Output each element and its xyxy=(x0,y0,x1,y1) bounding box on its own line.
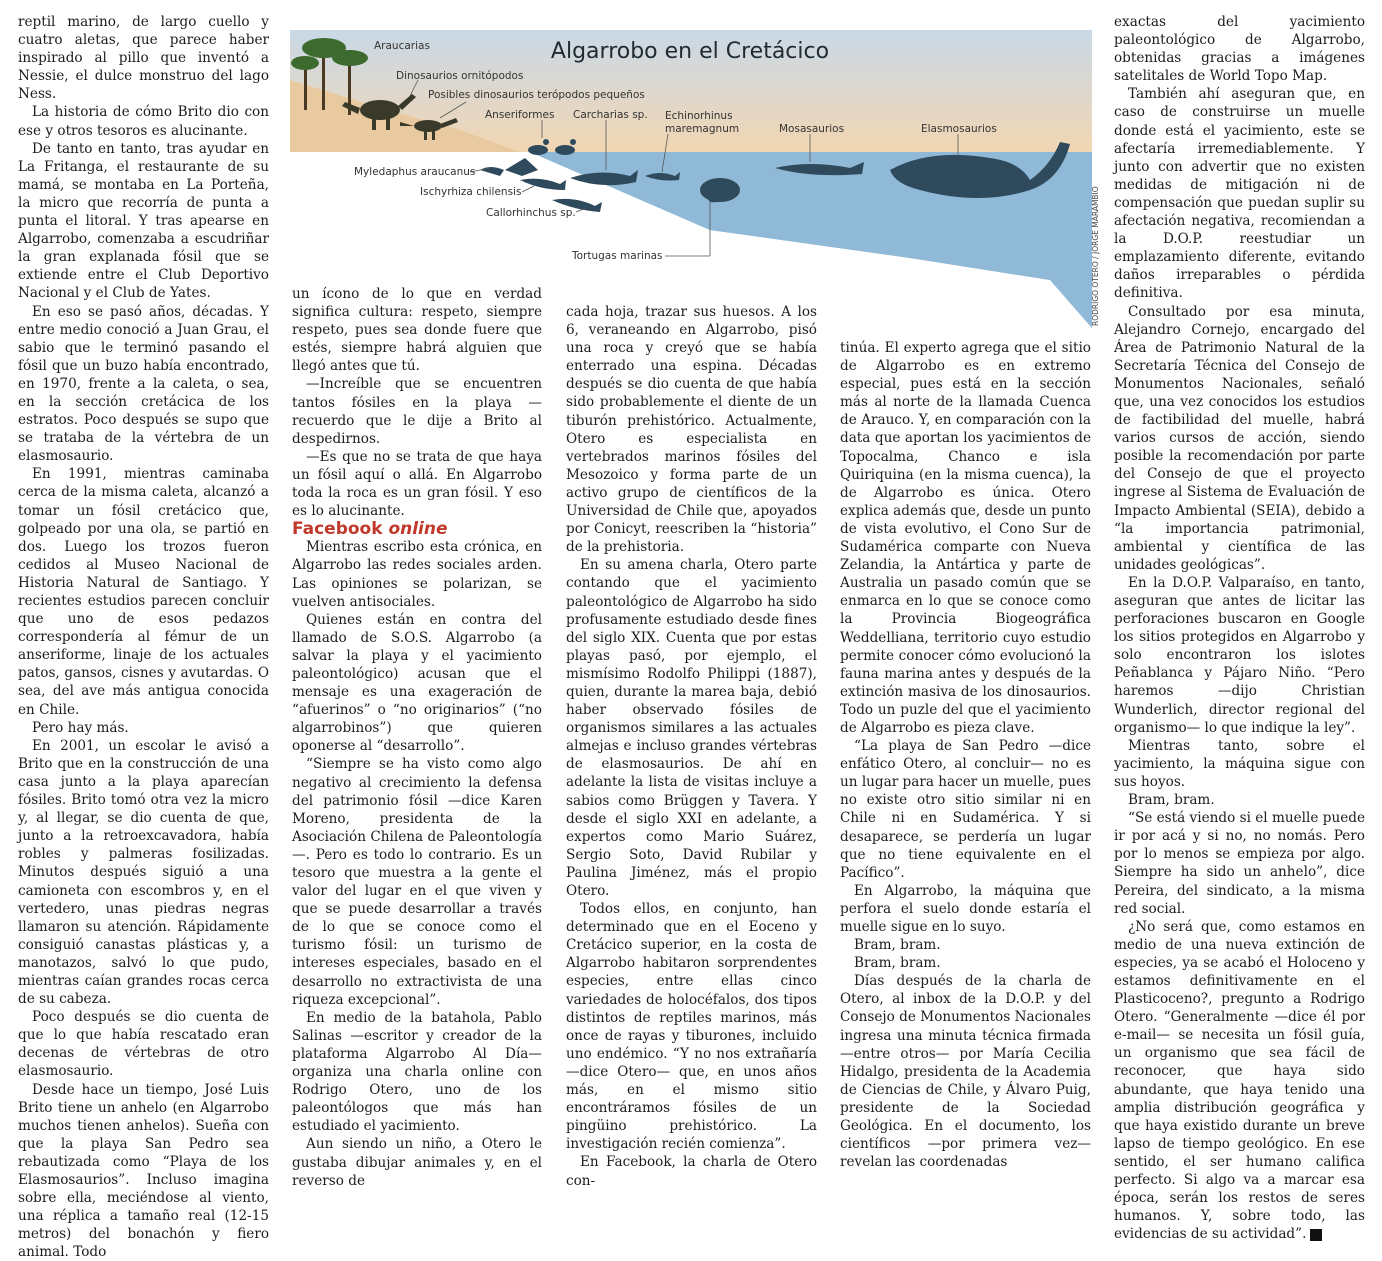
paragraph: Mientras escribo esta crónica, en Algarrobo las redes sociales arden. Las opiniones se polarizan, se vuelven antisociales. xyxy=(292,539,542,610)
paragraph: tinúa. El experto agrega que el sitio de Algarrobo es en extremo especial, pues está en la sección más al norte de la llamada Cuenca de Arauco. Y, en comparación con la data que aportan los yacimientos de Topocalma, Chanco e isla Quiriquina (en la misma cuenca), la de Algarrobo es única. Otero explica además que, desde un punto de vista evolutivo, el Cono Sur de Sudamérica comparte con Nueva Zelandia, la Antártica y parte de Australia un pasado común que se enmarca en lo que se conoce como la Provincia Biogeográfica Weddelliana, territorio cuyo estudio permite conocer cómo evolucionó la fauna marina antes y después de la extinción masiva de los dinosaurios. Todo un puzle del que el yacimiento de Algarrobo es pieza clave. xyxy=(840,340,1091,736)
paragraph: También ahí aseguran que, en caso de construirse un muelle donde está el yacimiento, este se afectaría irremediablemente. Y junto con advertir que no existen medidas de mitigación ni de compensación que puedan suplir su afectación negativa, recomiendan a la D.O.P. reestudiar un emplazamiento diferente, evitando daños irreparables o pérdida definitiva. xyxy=(1114,86,1365,302)
label-ornitopodos: Dinosaurios ornitópodos xyxy=(396,70,524,82)
paragraph: exactas del yacimiento paleontológico de Algarrobo, obtenidas gracias a imágenes satelitales de World Topo Map. xyxy=(1114,14,1365,85)
paragraph: De tanto en tanto, tras ayudar en La Fritanga, el restaurante de su mamá, se montaba en La Porteña, la micro que recorría de punta a punta el litoral. Y tras apearse en Algarrobo, comenzaba a escudriñar la gran explanada fósil que se extiende entre el Club Deportivo Nacional y el Club de Yates. xyxy=(18,140,269,302)
label-elasmosaurios: Elasmosaurios xyxy=(921,123,997,135)
label-tortugas: Tortugas marinas xyxy=(572,250,663,262)
label-mosasaurios: Mosasaurios xyxy=(779,123,845,135)
column-5 xyxy=(1114,13,1365,1243)
column-4 xyxy=(840,339,1091,1171)
paragraph: Mientras tanto, sobre el yacimiento, la máquina sigue con sus hoyos. xyxy=(1114,737,1365,790)
label-teropodos: Posibles dinosaurios terópodos pequeños xyxy=(428,89,645,101)
column-1 xyxy=(18,13,269,1261)
paragraph: Pero hay más. xyxy=(32,719,129,736)
end-mark: D xyxy=(1310,1229,1322,1241)
paragraph: Poco después se dio cuenta de que lo que había rescatado eran decenas de vértebras de otro elasmosaurio. xyxy=(18,1009,269,1080)
paragraph: Bram, bram. xyxy=(854,937,941,954)
section-subhead: Facebook online xyxy=(292,519,448,540)
paragraph: Bram, bram. xyxy=(1128,792,1215,809)
paragraph: La historia de cómo Brito dio con ese y otros tesoros es alucinante. xyxy=(18,104,269,139)
paragraph: “La playa de San Pedro —dice enfático Otero, al concluir— no es un lugar para hacer un muelle, pues no existe otro sitio similar ni en Chile ni en Sudamérica. Y si desaparece, se perdería un lugar que no tiene equivalente en el Pacífico”. xyxy=(840,738,1092,881)
paragraph: En la D.O.P. Valparaíso, en tanto, aseguran que antes de licitar las perforaciones buscaron en Google los sitios protegidos en Algarrobo y solo encontraron los islotes Peñablanca y Pájaro Niño. “Pero haremos —dijo Christian Wunderlich, director regional del organismo— lo que indique la ley”. xyxy=(1114,574,1365,736)
paragraph: En su amena charla, Otero parte contando que el yacimiento paleontológico de Algarrobo ha sido profusamente estudiado desde fines del siglo XIX. Cuenta que por estas playas pasó, por ejemplo, el mismísimo Rodolfo Philippi (1887), quien, durante la marea baja, debió haber observado fósiles de organismos similares a las actuales almejas e incluso grandes vértebras de elasmosaurios. De ahí en adelante la lista de visitas incluye a sabios como Brüggen y Tavera. Y desde el siglo XXI en adelante, a expertos como Mario Suárez, Sergio Soto, David Rubilar y Paulina Jiménez, más el propio Otero. xyxy=(566,557,817,899)
paragraph: —Increíble que se encuentren tantos fósiles en la playa —recuerdo que le dije a Brito al despedirnos. xyxy=(292,376,542,447)
label-anseriformes: Anseriformes xyxy=(485,109,555,121)
paragraph: En eso se pasó años, décadas. Y entre medio conoció a Juan Grau, el sabio que le terminó pasando el fósil que un buzo había encontrado, en 1970, frente a la caleta, o sea, en la sección cretácica de los estratos. Poco después se supo que se trataba de la vértebra de un elasmosaurio. xyxy=(18,303,269,465)
paragraph: Días después de la charla de Otero, al inbox de la D.O.P. y del Consejo de Monumentos Nacionales ingresa una minuta técnica firmada —entre otros— por María Cecilia Hidalgo, presidenta de la Academia de Ciencias de Chile, y Álvaro Puig, presidente de la Sociedad Geológica. En el documento, los científicos —por primera vez— revelan las coordenadas xyxy=(840,973,1091,1171)
label-myledaphus: Myledaphus araucanus xyxy=(354,166,476,178)
paragraph: ¿No será que, como estamos en medio de una nueva extinción de especies, ya se acabó el Holoceno y estamos definitivamente en el Plasticoceno?, pregunto a Rodrigo Otero. “Generalmente —dice él por e-mail— se necesita un fósil guía, un organismo que sea fácil de reconocer, que haya sido abundante, que haya tenido una amplia distribución geográfica y que haya existido durante un breve lapso de tiempo geológico. En ese sentido, el ser humano califica perfecto. Si algo va a marcar esa época, serán los restos de seres humanos. Y, sobre todo, las evidencias de su actividad”. D xyxy=(1114,918,1365,1243)
paragraph: En Facebook, la charla de Otero con- xyxy=(566,1154,817,1189)
paragraph: En medio de la batahola, Pablo Salinas —escritor y creador de la plataforma Algarrobo Al Día— organiza una charla online con Rodrigo Otero, uno de los paleontólogos que más han estudiado el yacimiento. xyxy=(292,1009,542,1135)
paragraph: “Siempre se ha visto como algo negativo al crecimiento la defensa del patrimonio fósil —dice Karen Moreno, presidenta de la Asociación Chilena de Paleontología—. Pero es todo lo contrario. Es un tesoro que muestra a la gente el valor del lugar en el que viven y que se puede desarrollar a través de lo que se conoce como el turismo fósil: un turismo de intereses especiales, basado en el desarrollo no extractivista de una riqueza excepcional”. xyxy=(292,756,542,1008)
paragraph: Todos ellos, en conjunto, han determinado que en el Eoceno y Cretácico superior, en la costa de Algarrobo habitaron sorprendentes especies, entre ellas cinco variedades de holocéfalos, dos tipos distintos de reptiles marinos, más once de rayas y tiburones, incluido uno endémico. “Y no nos extrañaría —dice Otero— que, en unos años más, en el mismo sitio encontráramos fósiles de un pingüino prehistórico. La investigación recién comienza”. xyxy=(566,901,817,1153)
paragraph: —Es que no se trata de que haya un fósil aquí o allá. En Algarrobo toda la roca es un gran fósil. Y eso es lo alucinante. xyxy=(292,448,542,520)
cretaceous-illustration xyxy=(290,30,1100,328)
paragraph: Quienes están en contra del llamado de S.O.S. Algarrobo (a salvar la playa y el yacimiento paleontológico) acusan que el mensaje es una exageración de “afuerinos” o “no originarios” (“no algarrobinos”) que quieren oponerse al “desarrollo”. xyxy=(292,611,542,755)
column-2 xyxy=(292,285,542,1190)
paragraph: Desde hace un tiempo, José Luis Brito tiene un anhelo (en Algarrobo muchos tienen anhelos). Sueña con que la playa San Pedro sea rebautizada como “Playa de los Elasmosaurios”. Incluso imagina sobre ella, meciéndose al viento, una réplica a tamaño real (12-15 metros) del bonachón y fiero animal. Todo xyxy=(18,1081,269,1261)
label-carcharias: Carcharias sp. xyxy=(573,109,648,121)
paragraph: En 2001, un escolar le avisó a Brito que en la construcción de una casa junto a la playa aparecían fósiles. Brito tomó otra vez la micro y, al llegar, se dio cuenta de que, junto a la retroexcavadora, había robles y palmeras fosilizadas. Minutos después siguió a una camioneta con escombros y, en el vertedero, unas piedras negras llamaron su atención. Rápidamente consiguió canastas plásticas y, a manotazos, salvó lo que pudo, mientras caían grandes rocas cerca de su cabeza. xyxy=(18,737,269,1008)
paragraph: Bram, bram. xyxy=(854,955,941,972)
figure-title: Algarrobo en el Cretácico xyxy=(550,39,830,64)
paragraph: Consultado por esa minuta, Alejandro Cornejo, encargado del Área de Patrimonio Natural de la Secretaría Técnica del Consejo de Monumentos Nacionales, señaló que, una vez conocidos los estudios de factibilidad del muelle, habrá varios cursos de acción, siendo posible la recomendación por parte del Consejo de que el proyecto ingrese al Sistema de Evaluación de Impacto Ambiental (SEIA), debido a “la importancia patrimonial, ambiental y científica de las unidades geológicas”. xyxy=(1114,303,1365,573)
label-echinorhinus-2: maremagnum xyxy=(665,123,740,135)
paragraph: cada hoja, trazar sus huesos. A los 6, veraneando en Algarrobo, pisó una roca y creyó que se había enterrado una espina. Décadas después se dio cuenta de que había sido probablemente el diente de un tiburón prehistórico. Actualmente, Otero es especialista en vertebrados marinos fósiles del Mesozoico y forma parte de un activo grupo de científicos de la Universidad de Chile que, apoyados por Conicyt, reescriben la “historia” de la prehistoria. xyxy=(566,304,817,556)
label-echinorhinus-1: Echinorhinus xyxy=(665,110,733,122)
label-araucarias: Araucarias xyxy=(374,40,430,52)
paragraph: “Se está viendo si el muelle puede ir por acá y si no, no nomás. Pero por lo menos se empieza por algo. Siempre ha sido un anhelo”, dice Pereira, del sindicato, a la misma red social. xyxy=(1114,810,1365,917)
label-callorhinchus: Callorhinchus sp. xyxy=(486,207,576,219)
paragraph: Aun siendo un niño, a Otero le gustaba dibujar animales y, en el reverso de xyxy=(292,1136,542,1189)
paragraph: En Algarrobo, la máquina que perfora el suelo donde estaría el muelle sigue en lo suyo. xyxy=(840,882,1091,935)
paragraph: un ícono de lo que en verdad significa cultura: respeto, siempre respeto, pues sea donde fuere que estés, siempre habrá alguien que llegó antes que tú. xyxy=(292,286,542,375)
paragraph: En 1991, mientras caminaba cerca de la misma caleta, alcanzó a tomar un fósil cretácico que, golpeado por una ola, se partió en dos. Luego los trozos fueron cedidos al Museo Nacional de Historia Natural de Santiago. Y recientes estudios parecen concluir que uno de esos pedazos correspondería al fémur de un anseriforme, linaje de los actuales patos, gansos, cisnes y avutardas. O sea, del ave más antigua conocida en Chile. xyxy=(18,466,269,718)
figure-credit: RODRIGO OTERO / JORGE MARAMBIO xyxy=(1091,186,1100,326)
label-ischyrhiza: Ischyrhiza chilensis xyxy=(420,186,522,198)
column-3 xyxy=(566,303,817,1190)
paragraph: reptil marino, de largo cuello y cuatro aletas, que parece haber inspirado al pillo que inventó a Nessie, el dulce monstruo del lago Ness. xyxy=(18,14,269,103)
